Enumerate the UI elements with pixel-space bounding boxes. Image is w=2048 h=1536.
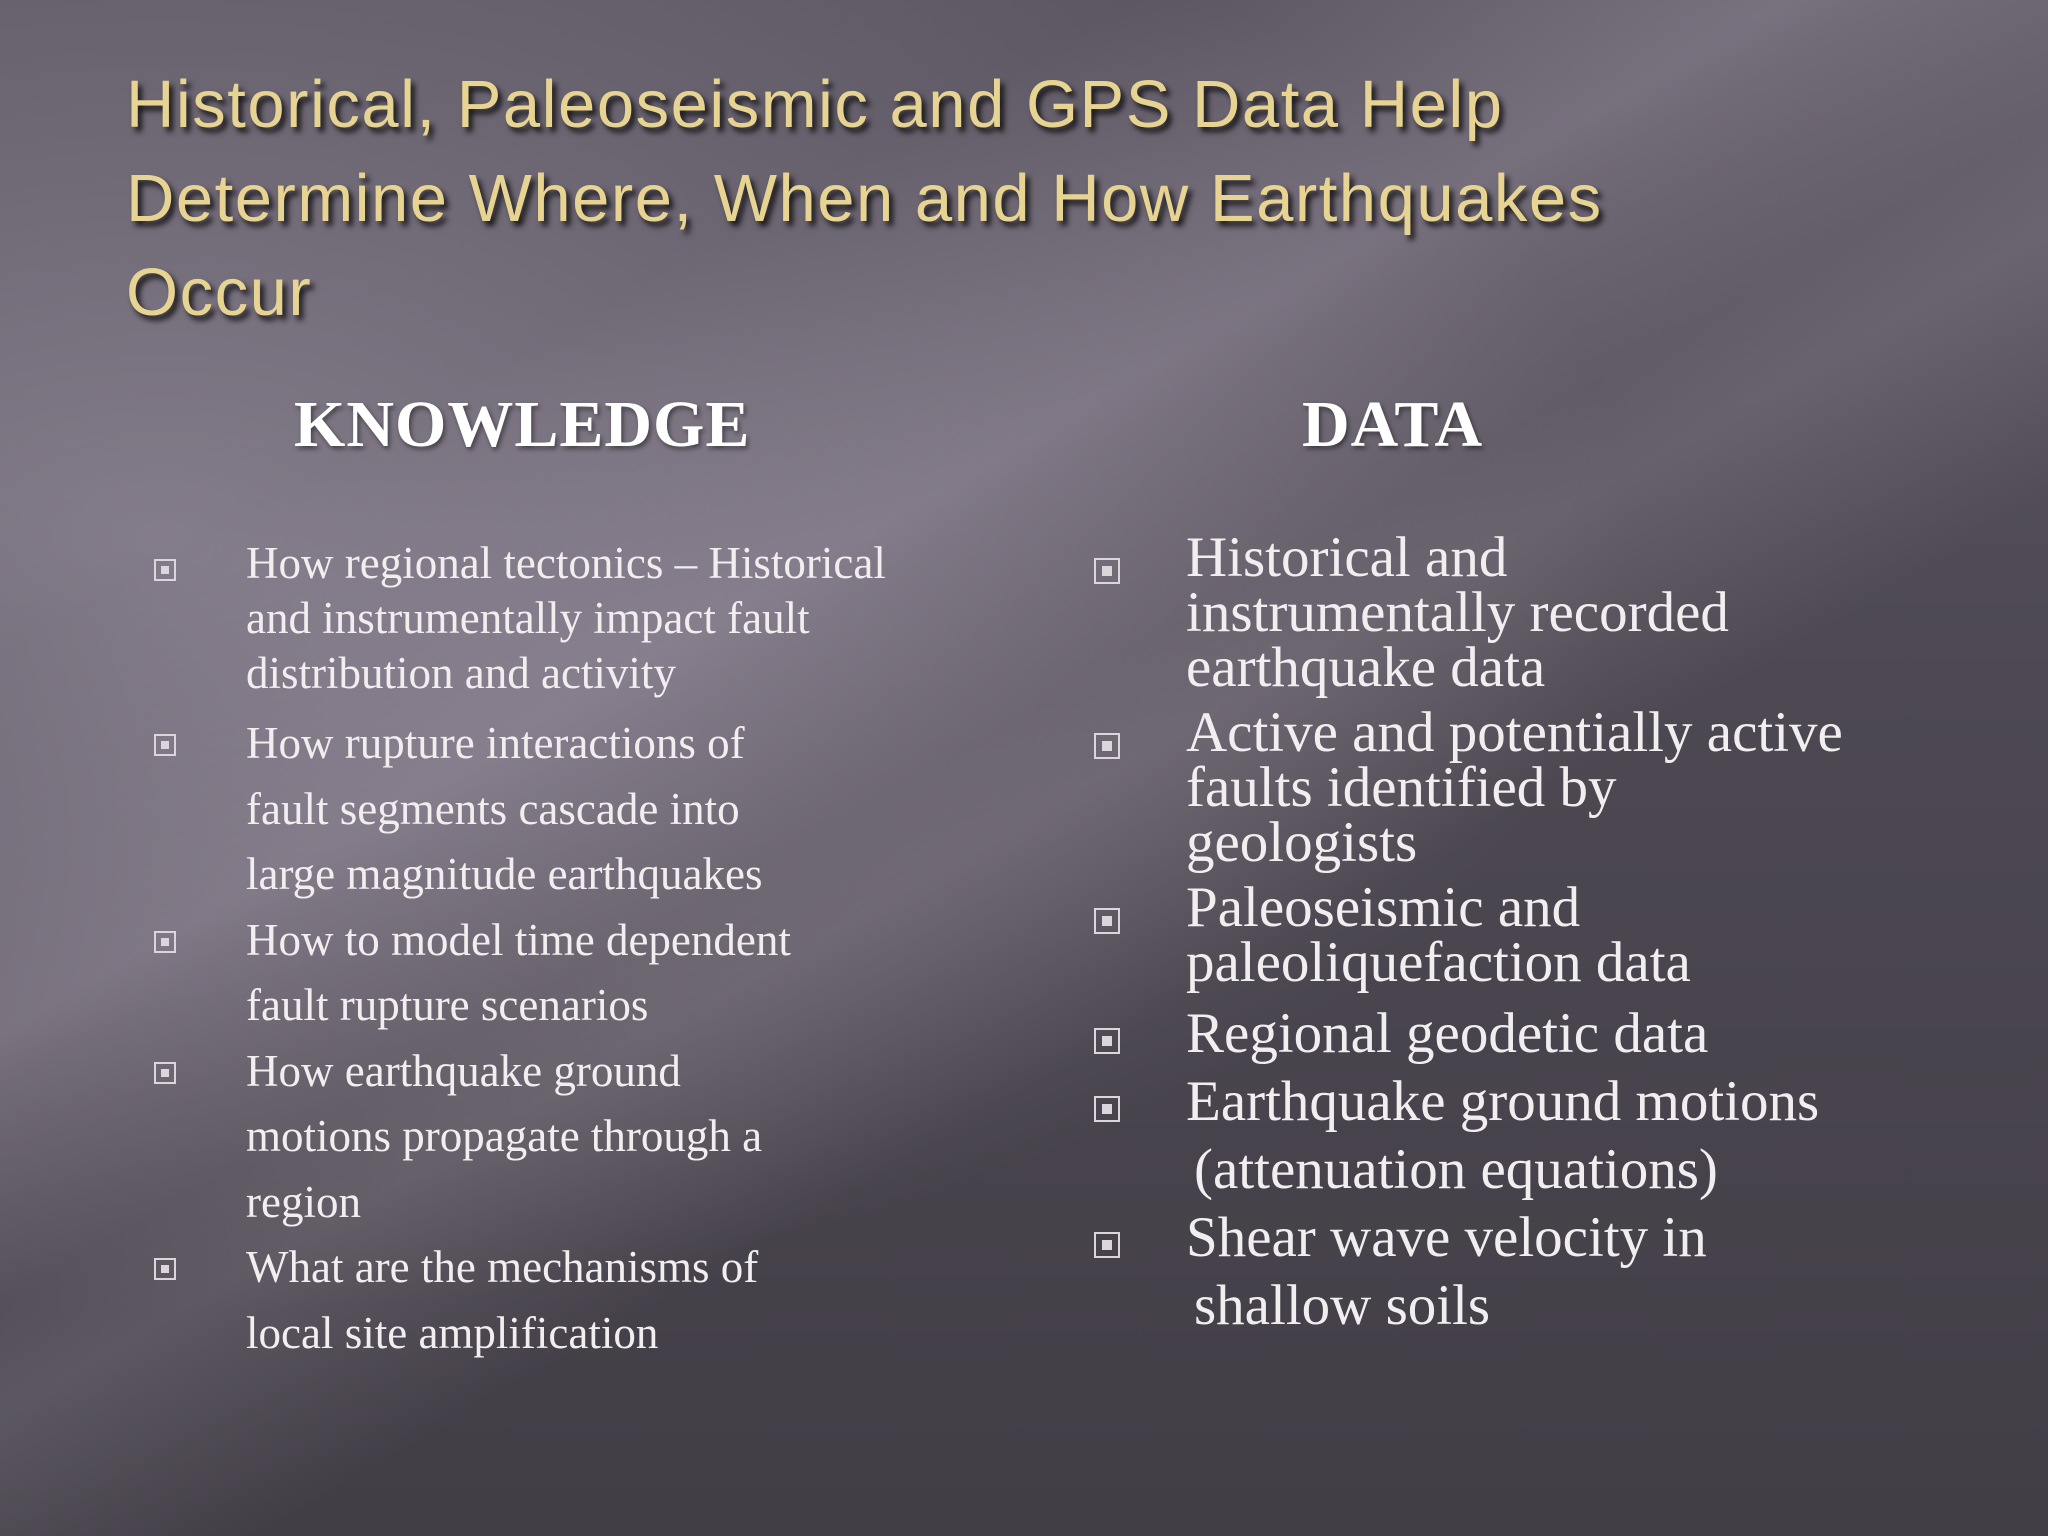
square-dot-bullet-icon bbox=[1094, 733, 1120, 759]
knowledge-item-line: How to model time dependent bbox=[246, 914, 791, 965]
square-dot-bullet-icon bbox=[1094, 1028, 1120, 1054]
square-dot-bullet-icon bbox=[154, 559, 176, 581]
square-dot-bullet-icon bbox=[154, 931, 176, 953]
slide-title bbox=[126, 58, 1986, 340]
title-line: Historical, Paleoseismic and GPS Data Help bbox=[126, 67, 1504, 142]
knowledge-item-line: motions propagate through a bbox=[246, 1111, 763, 1161]
data-item-line: Shear wave velocity in bbox=[1186, 1206, 1707, 1269]
data-item-line: Active and potentially active bbox=[1186, 701, 1843, 764]
data-item-line: Paleoseismic and bbox=[1186, 876, 1581, 939]
data-item bbox=[1094, 526, 2034, 699]
data-item bbox=[1094, 701, 2034, 874]
title-line: Determine Where, When and How Earthquakes bbox=[126, 161, 1603, 236]
knowledge-item-line: large magnitude earthquakes bbox=[246, 849, 763, 899]
square-dot-bullet-icon bbox=[1094, 558, 1120, 584]
knowledge-item-line: fault rupture scenarios bbox=[246, 980, 649, 1030]
knowledge-item bbox=[154, 1235, 994, 1366]
knowledge-heading: KNOWLEDGE bbox=[294, 388, 751, 461]
square-dot-bullet-icon bbox=[1094, 1232, 1120, 1258]
data-item-line: geologists bbox=[1186, 811, 1418, 874]
square-dot-bullet-icon bbox=[154, 734, 176, 756]
knowledge-item-line: local site amplification bbox=[246, 1307, 659, 1358]
data-item-line: Regional geodetic data bbox=[1186, 1002, 1709, 1065]
knowledge-item-line: How rupture interactions of bbox=[246, 718, 745, 768]
data-item bbox=[1094, 1068, 2034, 1204]
knowledge-item bbox=[154, 536, 994, 701]
knowledge-item-line: How regional tectonics – Historical bbox=[246, 538, 886, 588]
knowledge-list bbox=[154, 536, 994, 1366]
square-dot-bullet-icon bbox=[1094, 1096, 1120, 1122]
data-item-line: (attenuation equations) bbox=[1194, 1138, 1718, 1201]
knowledge-item bbox=[154, 711, 994, 908]
data-item bbox=[1094, 1000, 2034, 1068]
data-heading: DATA bbox=[1302, 388, 1484, 461]
square-dot-bullet-icon bbox=[1094, 908, 1120, 934]
data-list bbox=[1094, 526, 2034, 1340]
data-item-line: earthquake data bbox=[1186, 636, 1546, 699]
knowledge-item-line: and instrumentally impact fault bbox=[246, 593, 810, 643]
data-item-line: Earthquake ground motions bbox=[1186, 1070, 1820, 1133]
data-item bbox=[1094, 1204, 2034, 1340]
data-item-line: faults identified by bbox=[1186, 756, 1617, 819]
knowledge-item-line: What are the mechanisms of bbox=[246, 1242, 759, 1292]
data-item bbox=[1094, 876, 2034, 994]
square-dot-bullet-icon bbox=[154, 1062, 176, 1084]
knowledge-item-line: How earthquake ground bbox=[246, 1045, 681, 1096]
data-item-line: instrumentally recorded bbox=[1186, 581, 1729, 644]
knowledge-item-line: distribution and activity bbox=[246, 648, 676, 698]
title-line: Occur bbox=[126, 255, 313, 330]
square-dot-bullet-icon bbox=[154, 1258, 176, 1280]
data-item-line: Historical and bbox=[1186, 526, 1508, 589]
knowledge-item-line: region bbox=[246, 1176, 361, 1227]
knowledge-item-line: fault segments cascade into bbox=[246, 783, 740, 834]
knowledge-item bbox=[154, 1039, 994, 1236]
knowledge-item bbox=[154, 908, 994, 1039]
data-item-line: shallow soils bbox=[1194, 1274, 1491, 1337]
data-item-line: paleoliquefaction data bbox=[1186, 931, 1691, 994]
